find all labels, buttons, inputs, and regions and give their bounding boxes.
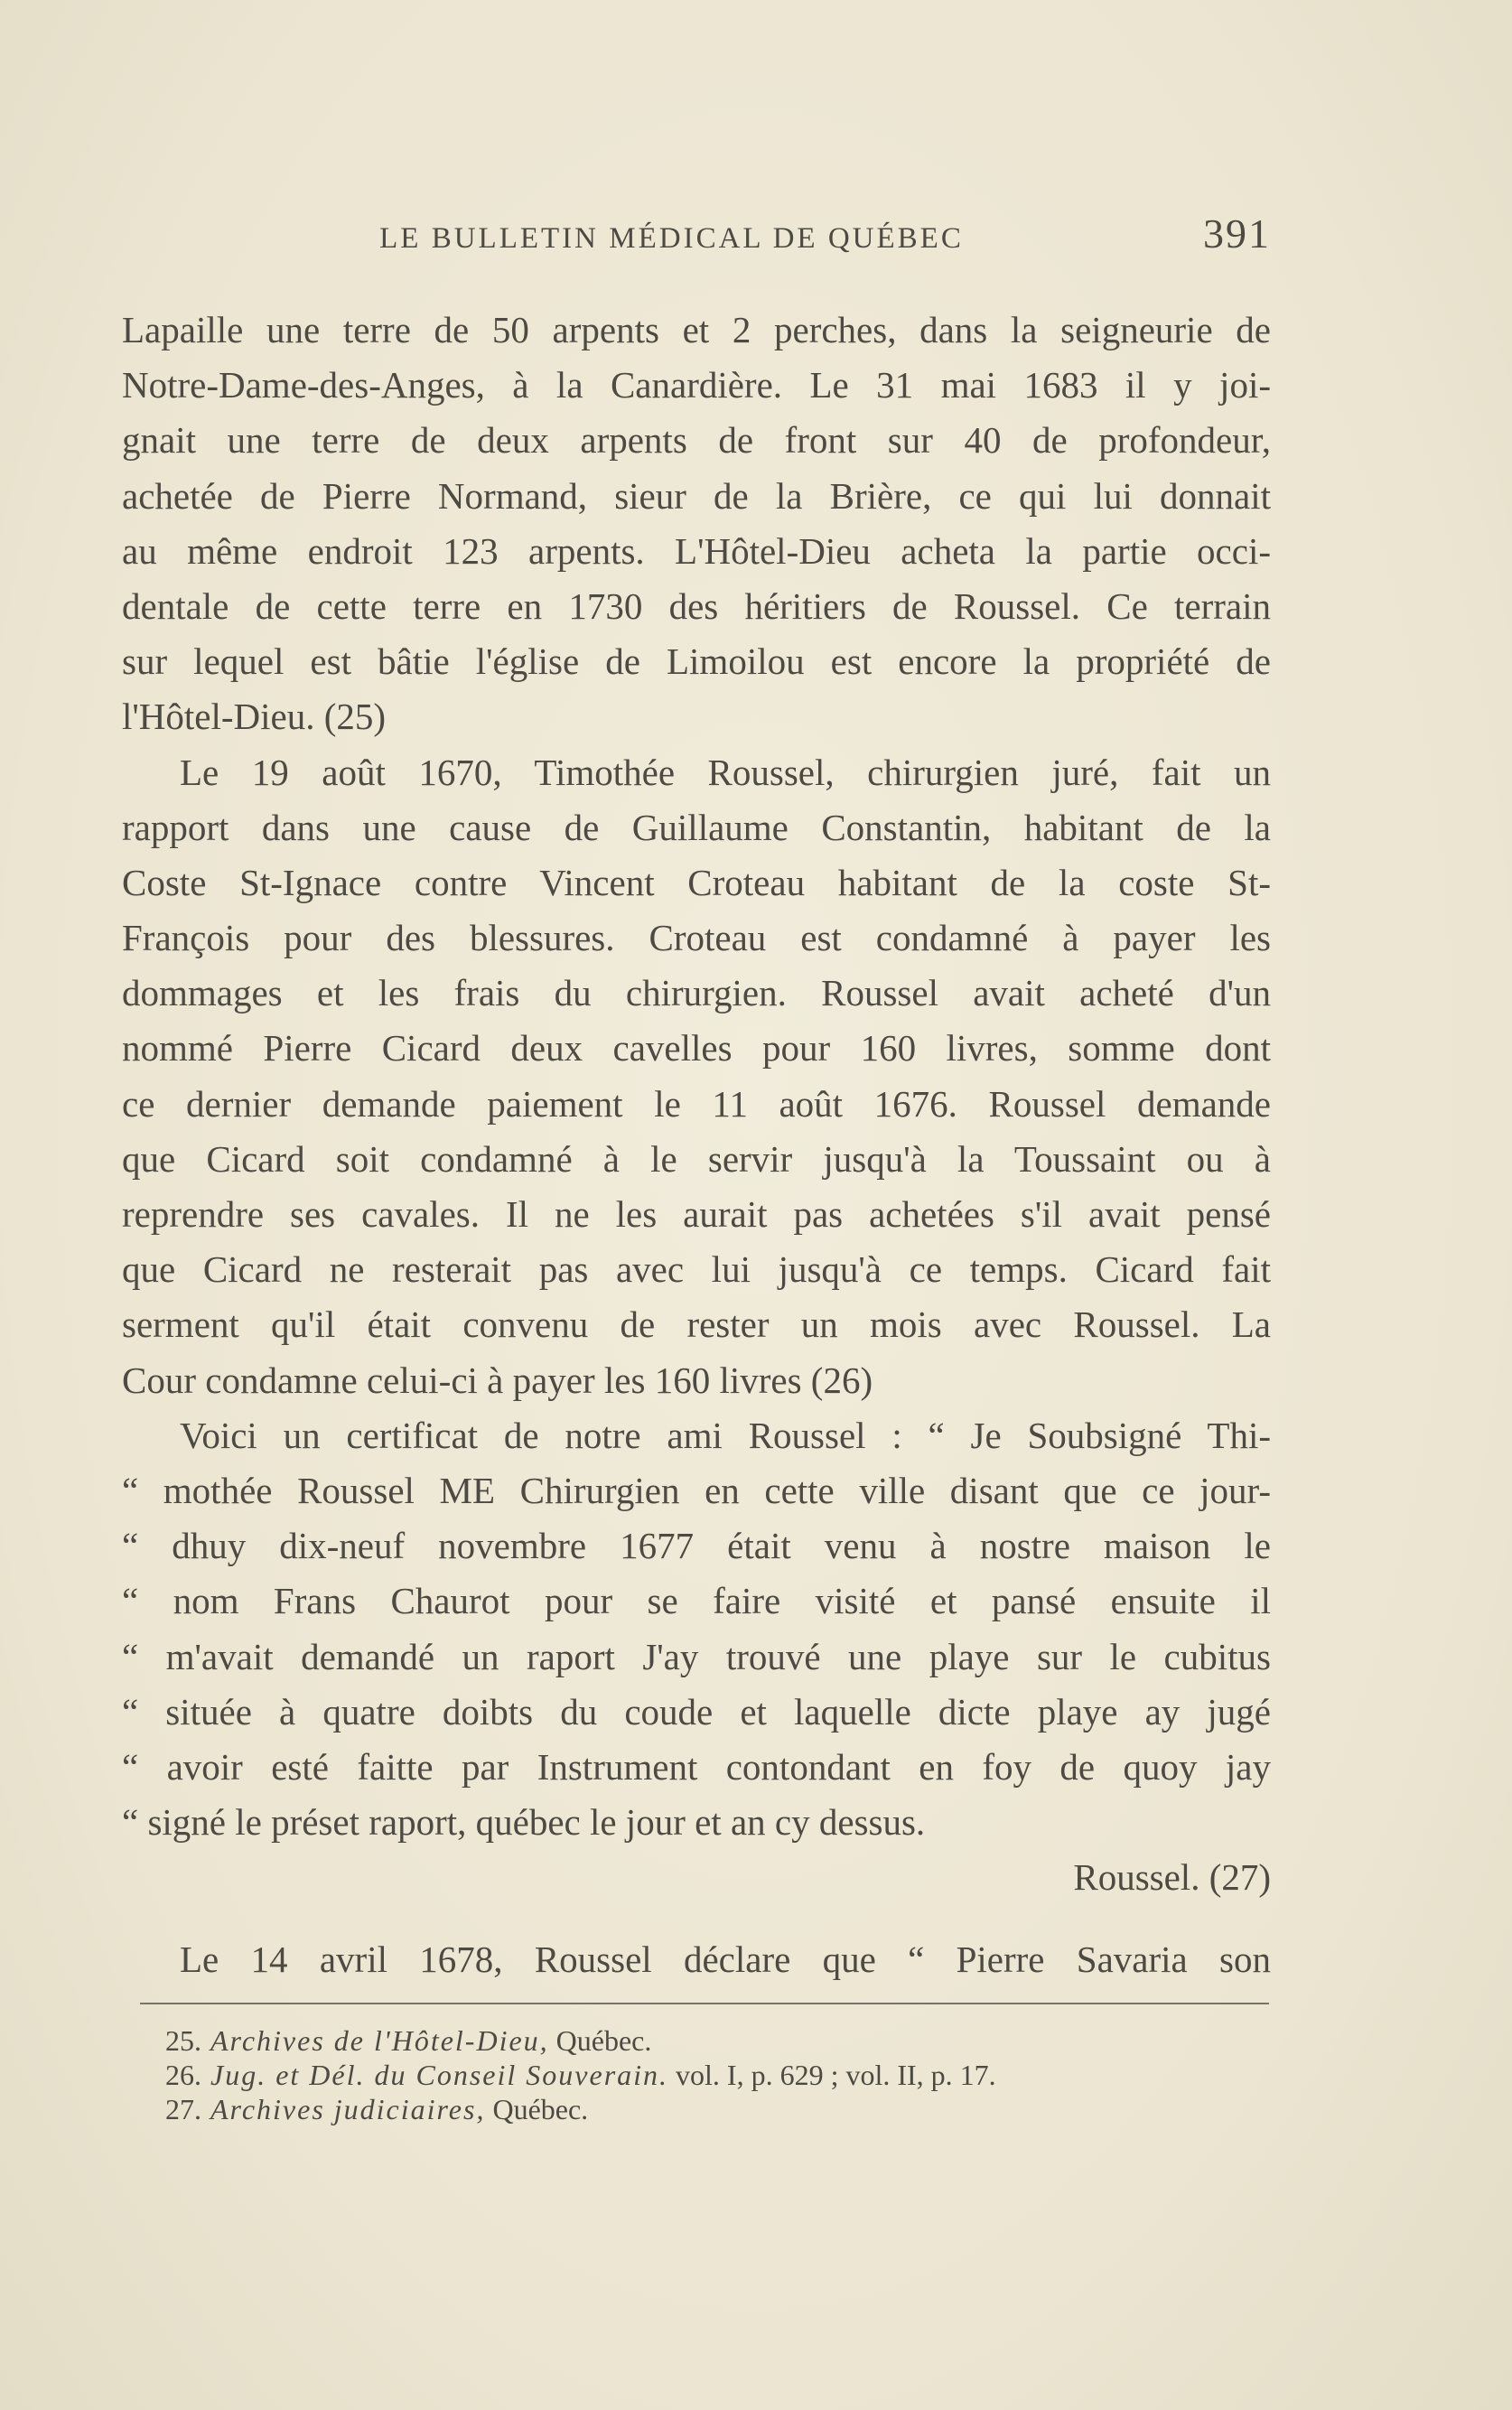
text-line: “ située à quatre doibts du coude et laquelle dicte playe ay jugé <box>122 1690 1271 1733</box>
footnote-number: 27. <box>165 2093 201 2125</box>
footnote-source: Archives de l'Hôtel-Dieu, <box>210 2024 549 2057</box>
text-line: nommé Pierre Cicard deux cavelles pour 160 livres, somme dont <box>122 1027 1271 1070</box>
footnote-source: Jug. et Dél. du Conseil Souverain. <box>210 2059 669 2091</box>
text-line: François pour des blessures. Croteau est condamné à payer les <box>122 917 1271 959</box>
body-text <box>122 303 1271 1988</box>
page-header <box>122 210 1271 255</box>
text-line: que Cicard soit condamné à le servir jusqu'à la Toussaint ou à <box>122 1137 1271 1180</box>
text-line: que Cicard ne resterait pas avec lui jusqu'à ce temps. Cicard fait <box>122 1248 1271 1291</box>
text-line: au même endroit 123 arpents. L'Hôtel-Dieu acheta la partie occi- <box>122 529 1271 572</box>
page-number: 391 <box>1203 210 1271 257</box>
footnote-number: 25. <box>165 2024 201 2057</box>
footnote-detail: Québec. <box>492 2093 589 2125</box>
text-line: Le 14 avril 1678, Roussel déclare que “ Pierre Savaria son <box>180 1938 1271 1981</box>
text-line: reprendre ses cavales. Il ne les aurait pas achetées s'il avait pensé <box>122 1193 1271 1235</box>
text-line: “ dhuy dix-neuf novembre 1677 était venu à nostre maison le <box>122 1525 1271 1567</box>
text-line: rapport dans une cause de Guillaume Constantin, habitant de la <box>122 806 1271 848</box>
footnote-number: 26. <box>165 2059 201 2091</box>
text-line: achetée de Pierre Normand, sieur de la Brière, ce qui lui donnait <box>122 474 1271 517</box>
text-line: “ m'avait demandé un raport J'ay trouvé une playe sur le cubitus <box>122 1635 1271 1677</box>
footnote-divider <box>140 2003 1269 2004</box>
text-line: Notre-Dame-des-Anges, à la Canardière. Le 31 mai 1683 il y joi- <box>122 364 1271 406</box>
text-line: Cour condamne celui-ci à payer les 160 livres (26) <box>122 1359 873 1401</box>
footnote-source: Archives judiciaires, <box>210 2093 486 2125</box>
footnote <box>165 2023 996 2058</box>
footnotes <box>165 2023 996 2126</box>
footnote <box>165 2092 996 2126</box>
text-line: serment qu'il était convenu de rester un mois avec Roussel. La <box>122 1303 1271 1346</box>
text-line: Le 19 août 1670, Timothée Roussel, chirurgien juré, fait un <box>180 751 1271 793</box>
text-line: “ signé le préset raport, québec le jour et an cy dessus. <box>122 1801 926 1844</box>
text-line: ce dernier demande paiement le 11 août 1676. Roussel demande <box>122 1082 1271 1125</box>
text-line: “ mothée Roussel ME Chirurgien en cette ville disant que ce jour- <box>122 1469 1271 1511</box>
footnote-detail: Québec. <box>555 2024 652 2057</box>
running-title: LE BULLETIN MÉDICAL DE QUÉBEC <box>379 222 964 255</box>
text-line: Voici un certificat de notre ami Roussel : “ Je Soubsigné Thi- <box>180 1414 1271 1456</box>
text-line: Coste St-Ignace contre Vincent Croteau habitant de la coste St- <box>122 861 1271 903</box>
text-line: sur lequel est bâtie l'église de Limoilou est encore la propriété de <box>122 640 1271 683</box>
footnote-detail: vol. I, p. 629 ; vol. II, p. 17. <box>676 2059 996 2091</box>
text-line: gnait une terre de deux arpents de front sur 40 de profondeur, <box>122 419 1271 462</box>
text-line: dommages et les frais du chirurgien. Roussel avait acheté d'un <box>122 972 1271 1014</box>
text-line: “ avoir esté faitte par Instrument contondant en foy de quoy jay <box>122 1745 1271 1788</box>
text-line: dentale de cette terre en 1730 des héritiers de Roussel. Ce terrain <box>122 584 1271 627</box>
footnote <box>165 2058 996 2092</box>
text-line: l'Hôtel-Dieu. (25) <box>122 696 387 738</box>
text-line: Lapaille une terre de 50 arpents et 2 perches, dans la seigneurie de <box>122 309 1271 350</box>
signature-line: Roussel. (27) <box>1073 1856 1271 1899</box>
text-line: “ nom Frans Chaurot pour se faire visité et pansé ensuite il <box>122 1580 1271 1622</box>
